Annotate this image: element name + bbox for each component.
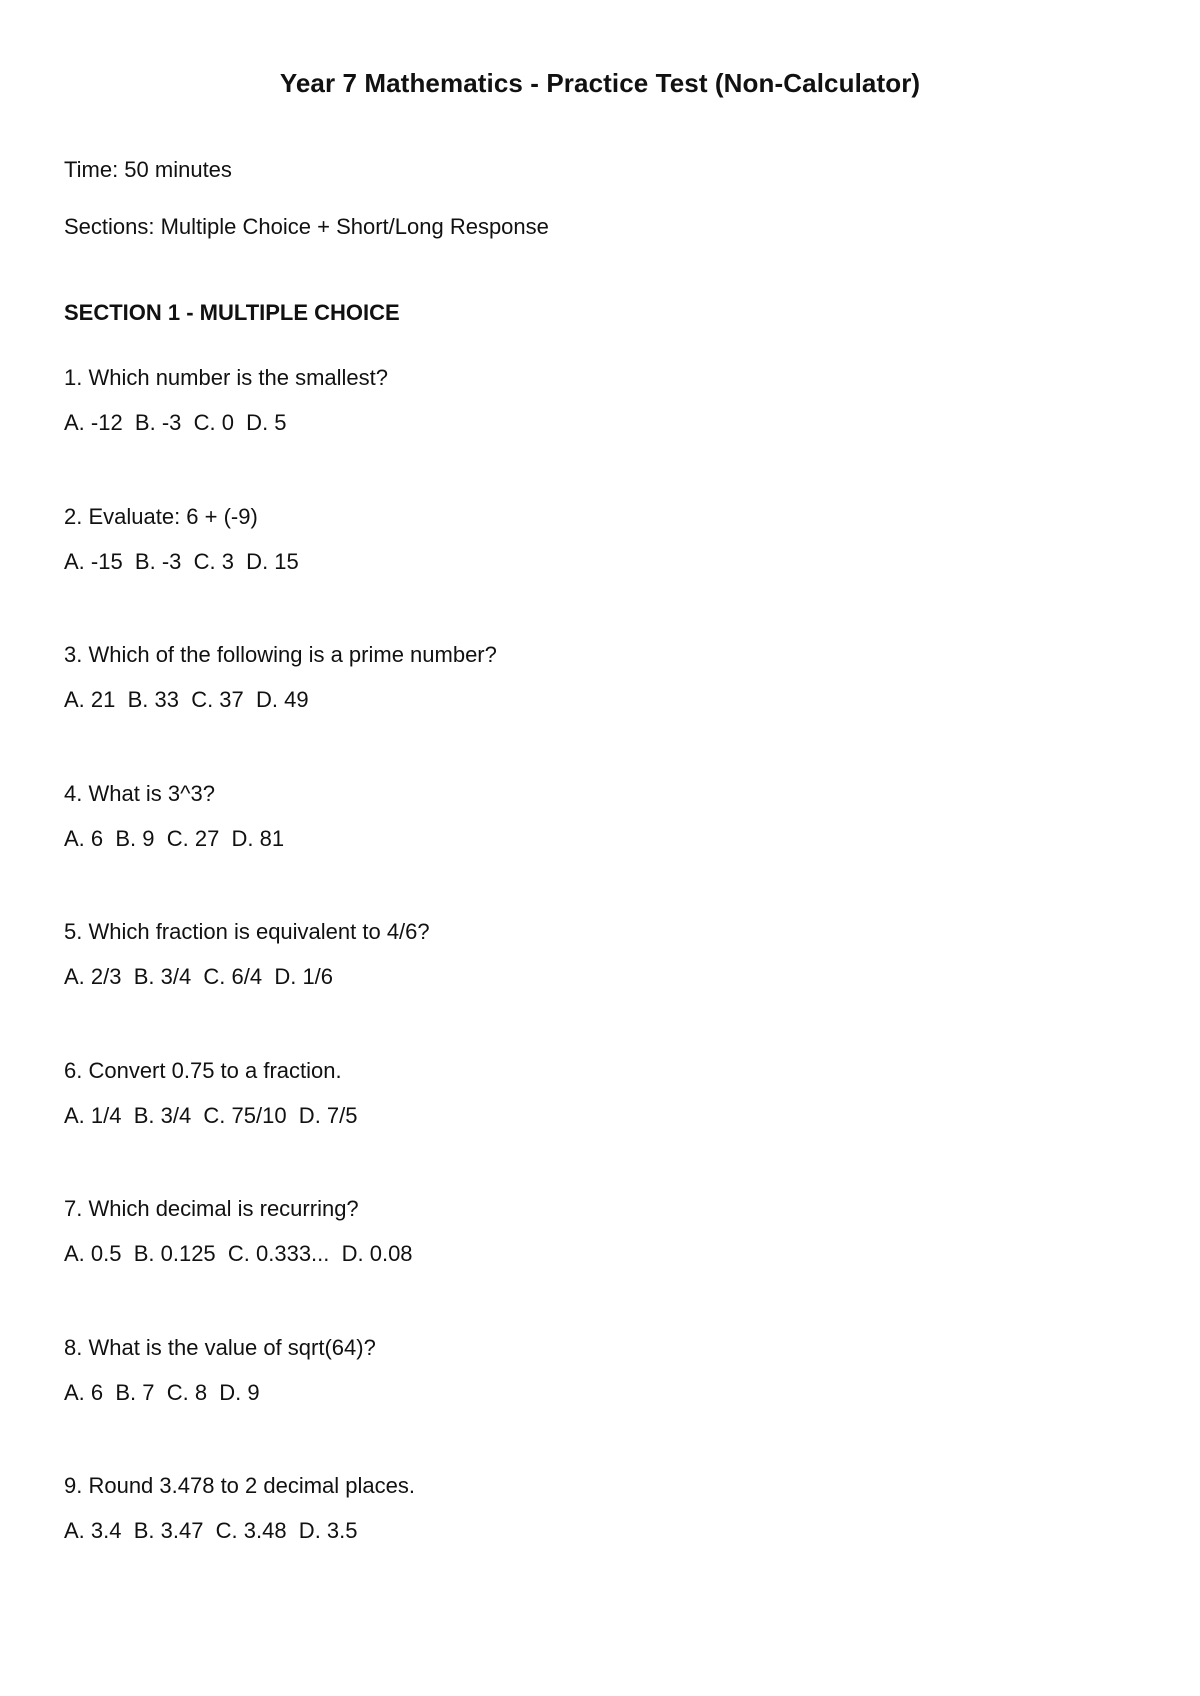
document-title: Year 7 Mathematics - Practice Test (Non-Calculator) (279, 68, 921, 98)
question-item (64, 641, 497, 780)
answer-options: A. 6 B. 9 C. 27 D. 81 (64, 825, 285, 851)
question-text: 2. Evaluate: 6 + (-9) (64, 503, 258, 529)
time-limit: Time: 50 minutes (64, 157, 232, 182)
sections-summary: Sections: Multiple Choice + Short/Long Response (64, 214, 549, 239)
question-text: 7. Which decimal is recurring? (64, 1196, 359, 1221)
question-text: 1. Which number is the smallest? (64, 365, 389, 390)
question-text: 3. Which of the following is a prime number? (64, 642, 497, 667)
answer-options: A. 1/4 B. 3/4 C. 75/10 D. 7/5 (64, 1102, 358, 1128)
question-item (64, 1472, 497, 1611)
answer-options: A. 3.4 B. 3.47 C. 3.48 D. 3.5 (64, 1518, 358, 1543)
answer-options: A. -12 B. -3 C. 0 D. 5 (64, 410, 287, 435)
question-item (64, 1195, 497, 1334)
answer-options: A. 21 B. 33 C. 37 D. 49 (64, 687, 309, 712)
answer-options: A. 6 B. 7 C. 8 D. 9 (64, 1379, 260, 1405)
question-text: 9. Round 3.478 to 2 decimal places. (64, 1473, 416, 1498)
question-item (64, 780, 497, 919)
answer-options: A. 2/3 B. 3/4 C. 6/4 D. 1/6 (64, 964, 334, 989)
question-list (64, 364, 497, 1611)
question-item (64, 364, 497, 503)
question-item (64, 918, 497, 1057)
question-item (64, 1057, 497, 1196)
question-text: 6. Convert 0.75 to a fraction. (64, 1057, 342, 1083)
question-text: 8. What is the value of sqrt(64)? (64, 1334, 376, 1360)
question-item (64, 503, 497, 642)
question-item (64, 1334, 497, 1473)
question-text: 5. Which fraction is equivalent to 4/6? (64, 919, 430, 944)
section-heading: SECTION 1 - MULTIPLE CHOICE (64, 300, 400, 325)
answer-options: A. -15 B. -3 C. 3 D. 15 (64, 548, 299, 574)
question-text: 4. What is 3^3? (64, 780, 215, 806)
answer-options: A. 0.5 B. 0.125 C. 0.333... D. 0.08 (64, 1241, 413, 1266)
